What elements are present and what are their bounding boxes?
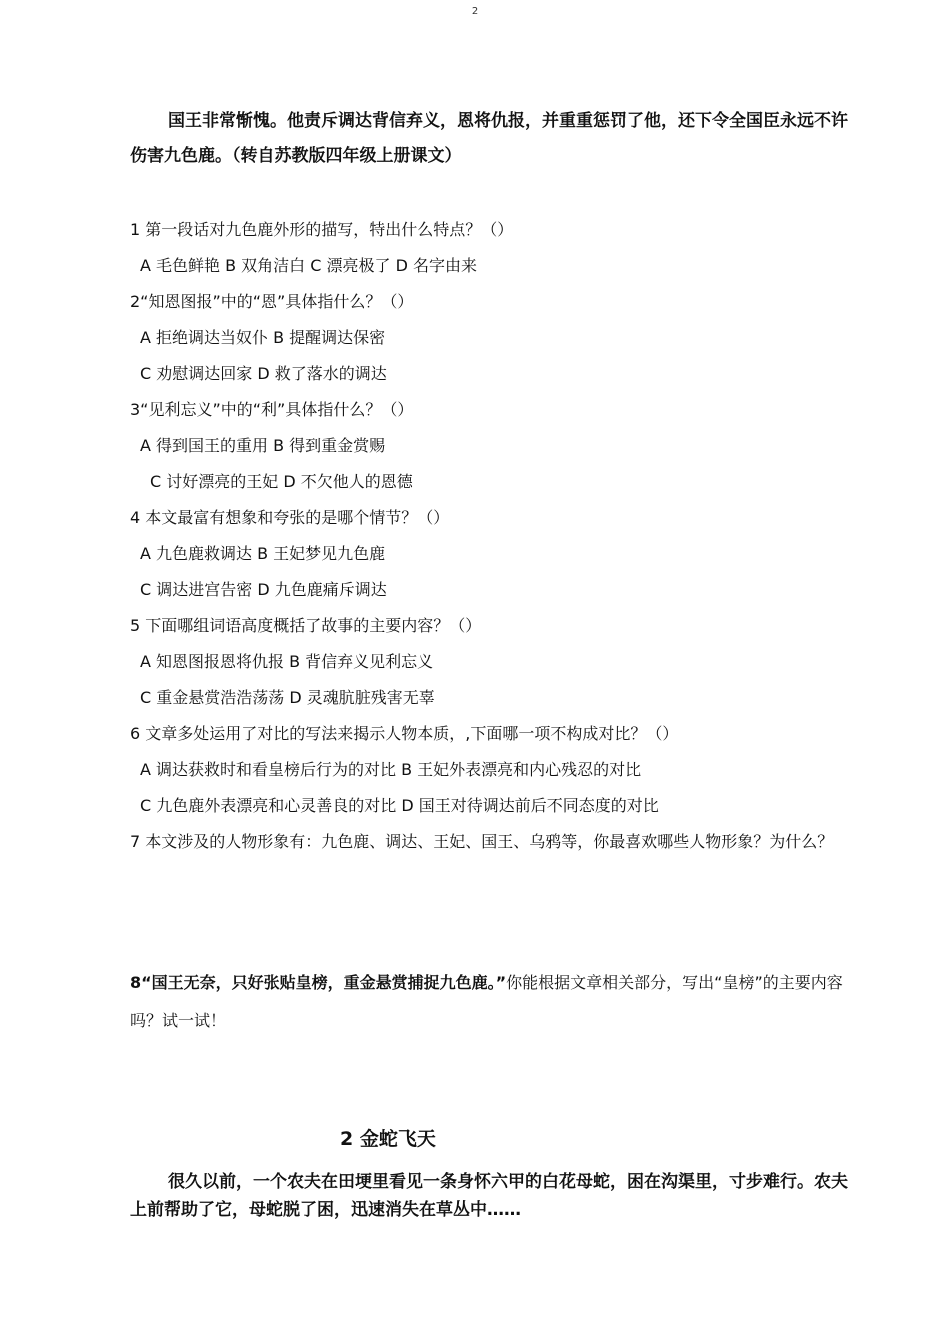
question-4: 4 本文最富有想象和夸张的是哪个情节？（） xyxy=(130,508,450,527)
question-1-options: A 毛色鲜艳 B 双角洁白 C 漂亮极了 D 名字由来 xyxy=(140,256,478,275)
section-paragraph: 很久以前，一个农夫在田埂里看见一条身怀六甲的白花母蛇，困在沟渠里，寸步难行。农夫上前帮助了它，母蛇脱了困，迅速消失在草丛中…… xyxy=(130,1172,848,1220)
question-2-options-ab: A 拒绝调达当奴仆 B 提醒调达保密 xyxy=(140,328,386,347)
question-3-options-cd: C 讨好漂亮的王妃 D 不欠他人的恩德 xyxy=(150,472,413,491)
question-5-options-cd: C 重金悬赏浩浩荡荡 D 灵魂肮脏残害无辜 xyxy=(140,688,435,707)
question-4-options-cd: C 调达进宫告密 D 九色鹿痛斥调达 xyxy=(140,580,387,599)
question-5: 5 下面哪组词语高度概括了故事的主要内容？（） xyxy=(130,616,482,635)
question-5-options-ab: A 知恩图报恩将仇报 B 背信弃义见利忘义 xyxy=(140,652,434,671)
page-number: 2 xyxy=(471,6,479,17)
question-6: 6 文章多处运用了对比的写法来揭示人物本质，,下面哪一项不构成对比？（） xyxy=(130,724,679,743)
question-2-options-cd: C 劝慰调达回家 D 救了落水的调达 xyxy=(140,364,387,383)
opening-paragraph: 国王非常惭愧。他责斥调达背信弃义，恩将仇报，并重重惩罚了他，还下令全国臣永远不许伤害九色鹿。（转自苏教版四年级上册课文） xyxy=(130,111,848,166)
question-8-quote: 8“国王无奈，只好张贴皇榜，重金悬赏捕捉九色鹿。” xyxy=(130,973,507,992)
question-2: 2“知恩图报”中的“恩”具体指什么？（） xyxy=(130,292,414,311)
question-1: 1 第一段话对九色鹿外形的描写，特出什么特点？（） xyxy=(130,220,514,239)
question-7: 7 本文涉及的人物形象有：九色鹿、调达、王妃、国王、乌鸦等，你最喜欢哪些人物形象？为什么？ xyxy=(130,832,834,851)
question-8-prompt: 你能根据文章相关部分，写出“皇榜”的主要内容吗？试一试！ xyxy=(130,973,843,1030)
question-6-options-ab: A 调达获救时和看皇榜后行为的对比 B 王妃外表漂亮和内心残忍的对比 xyxy=(140,760,642,779)
question-8 xyxy=(130,964,850,1040)
question-4-options-ab: A 九色鹿救调达 B 王妃梦见九色鹿 xyxy=(140,544,386,563)
question-6-options-cd: C 九色鹿外表漂亮和心灵善良的对比 D 国王对待调达前后不同态度的对比 xyxy=(140,796,659,815)
question-3-options-ab: A 得到国王的重用 B 得到重金赏赐 xyxy=(140,436,386,455)
section-heading: 2 金蛇飞天 xyxy=(340,1128,436,1150)
question-3: 3“见利忘义”中的“利”具体指什么？（） xyxy=(130,400,414,419)
